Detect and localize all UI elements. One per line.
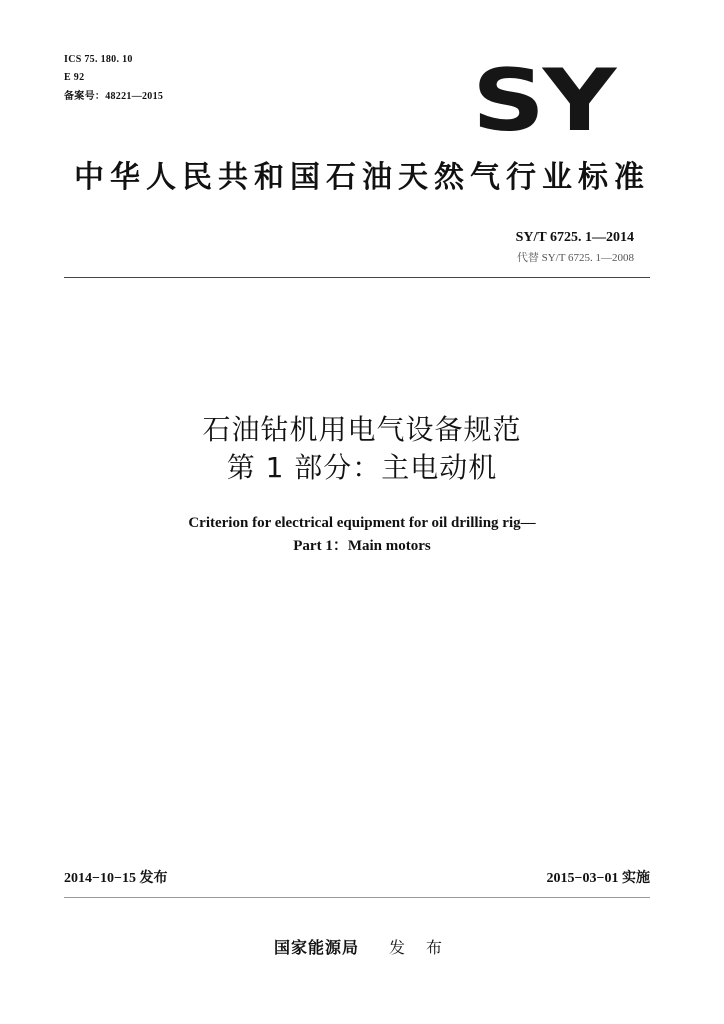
replaces-standard: 代替 SY/T 6725. 1—2008: [516, 252, 634, 264]
sy-logo: SY: [472, 51, 614, 151]
top-divider: [64, 277, 650, 278]
record-number: 备案号：48221—2015: [64, 91, 164, 102]
publisher-name: 国家能源局: [273, 938, 359, 957]
document-title-zh-line1: 石油钻机用电气设备规范: [202, 413, 522, 446]
classification-code: E 92: [64, 72, 85, 83]
bottom-divider: [64, 897, 650, 898]
publisher-line: [0, 937, 724, 959]
document-title-zh-line2: 第 1 部分：主电动机: [226, 451, 498, 484]
implementation-date: 2015−03−01 实施: [546, 871, 650, 886]
standard-category-title: 中华人民共和国石油天然气行业标准: [74, 160, 650, 195]
publish-action: 发 布: [388, 938, 451, 957]
ics-code: ICS 75. 180. 10: [64, 54, 133, 65]
issue-date: 2014−10−15 发布: [64, 871, 168, 886]
document-title-en-line2: Part 1：Main motors: [293, 538, 431, 554]
standard-number: SY/T 6725. 1—2014: [515, 230, 634, 245]
document-title-en-line1: Criterion for electrical equipment for oil drilling rig—: [188, 515, 536, 531]
